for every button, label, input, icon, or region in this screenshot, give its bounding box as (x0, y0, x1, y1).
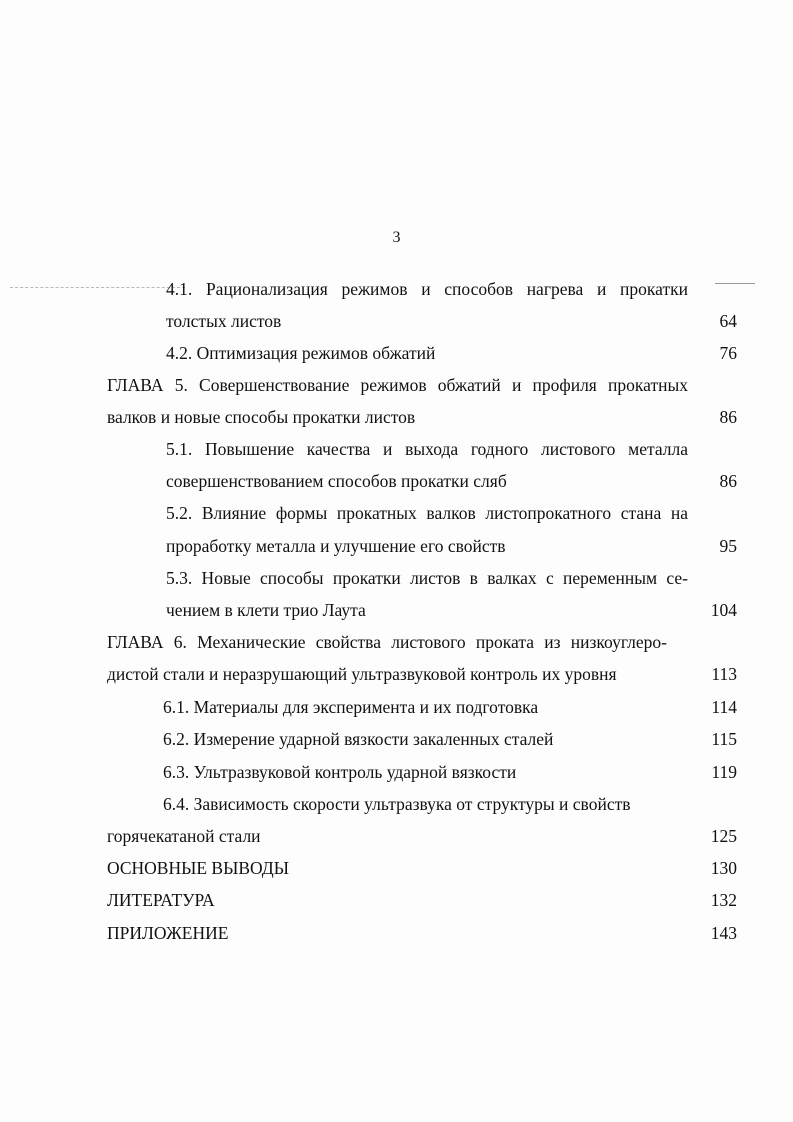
toc-entry-5-3-line-1: 5.3. Новые способы прокатки листов в валках с переменным се- (166, 568, 688, 588)
toc-entry-6-2-line-1: 6.2. Измерение ударной вязкости закаленных сталей (163, 729, 554, 749)
toc-appendix: ПРИЛОЖЕНИЕ (107, 923, 229, 943)
toc-entry-6-2-page: 115 (711, 729, 737, 749)
toc-entry-4-2-page: 76 (719, 343, 737, 363)
toc-entry-4-1-line-2: толстых листов (166, 311, 282, 331)
toc-literature: ЛИТЕРАТУРА (107, 890, 215, 910)
toc-entry-6-4-line-2: горячекатаной стали (107, 826, 261, 846)
toc-entry-6-1-line-1: 6.1. Материалы для эксперимента и их подготовка (163, 697, 539, 717)
toc-entry-4-2-line-1: 4.2. Оптимизация режимов обжатий (166, 343, 436, 363)
toc-entry-6-4-page: 125 (710, 826, 737, 846)
toc-chapter-6-line-1: ГЛАВА 6. Механические свойства листового проката из низкоуглеро- (107, 632, 667, 652)
toc-entry-5-1-line-2: совершенствованием способов прокатки сляб (166, 471, 507, 491)
toc-entry-4-1-line-1: 4.1. Рационализация режимов и способов нагрева и прокатки (166, 279, 688, 299)
scan-artifact-mark (715, 283, 755, 284)
toc-chapter-6-page: 113 (711, 664, 737, 684)
page-number: 3 (392, 229, 401, 246)
toc-entry-5-1-line-1: 5.1. Повышение качества и выхода годного листового металла (166, 439, 688, 459)
toc-entry-5-2-line-2: проработку металла и улучшение его свойств (166, 536, 506, 556)
toc-entry-5-3-page: 104 (710, 600, 737, 620)
toc-chapter-5-page: 86 (719, 407, 737, 427)
toc-entry-6-3-page: 119 (711, 762, 737, 782)
toc-entry-6-4-line-1: 6.4. Зависимость скорости ультразвука от структуры и свойств (163, 794, 631, 814)
toc-entry-6-3-line-1: 6.3. Ультразвуковой контроль ударной вязкости (163, 762, 517, 782)
toc-entry-5-1-page: 86 (719, 471, 737, 491)
toc-entry-5-2-page: 95 (719, 536, 737, 556)
toc-appendix-page: 143 (710, 923, 737, 943)
toc-conclusions: ОСНОВНЫЕ ВЫВОДЫ (107, 858, 290, 878)
toc-entry-5-3-line-2: чением в клети трио Лаута (166, 600, 366, 620)
toc-literature-page: 132 (710, 890, 737, 910)
toc-chapter-5-line-1: ГЛАВА 5. Совершенствование режимов обжатий и профиля прокатных (107, 375, 688, 395)
toc-chapter-6-line-2: дистой стали и неразрушающий ультразвуковой контроль их уровня (107, 664, 617, 684)
toc-chapter-5-line-2: валков и новые способы прокатки листов (107, 407, 416, 427)
toc-conclusions-page: 130 (710, 858, 737, 878)
toc-entry-6-1-page: 114 (711, 697, 737, 717)
scan-artifact-line (10, 287, 185, 288)
toc-entry-5-2-line-1: 5.2. Влияние формы прокатных валков листопрокатного стана на (166, 503, 688, 523)
toc-entry-4-1-page: 64 (719, 311, 737, 331)
